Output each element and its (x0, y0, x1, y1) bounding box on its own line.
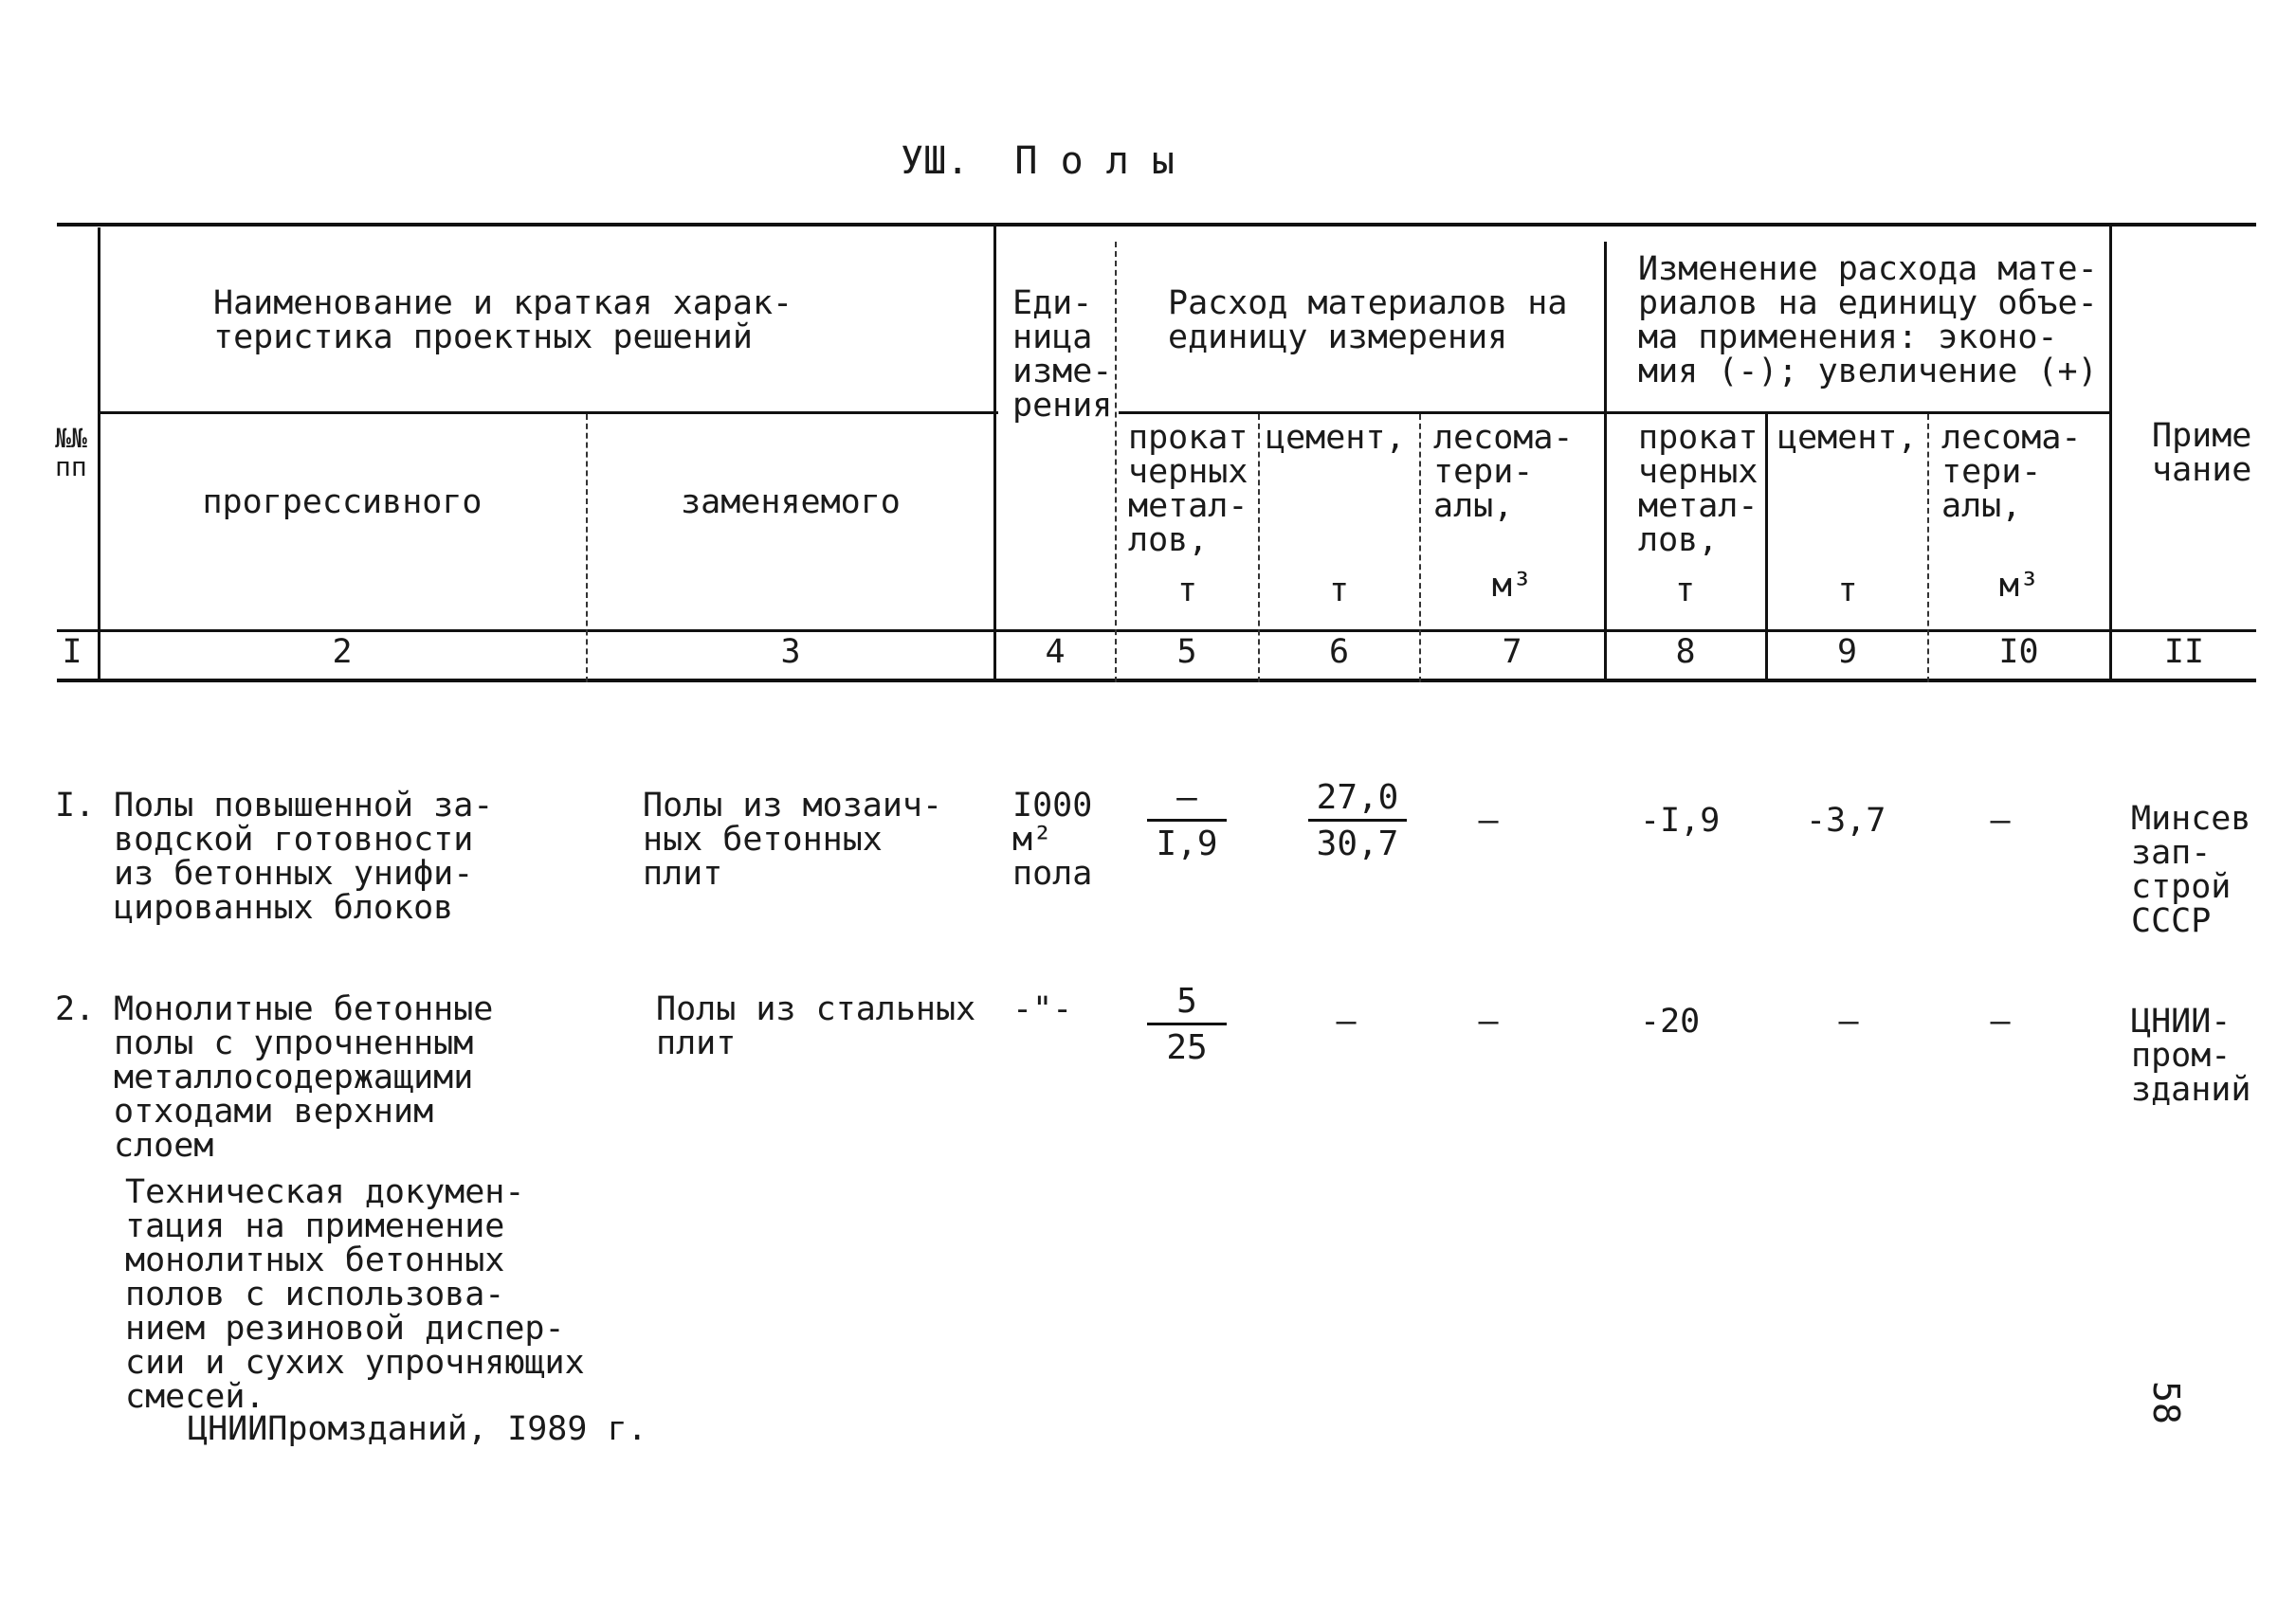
table-row-1-cement-fraction (1308, 777, 1407, 867)
header-change-group: Изменение расхода мате- риалов на единицу объе- ма применения: эконо- мия (-); увеличение (+) (1638, 250, 2098, 390)
table-row-2-timber: – (1478, 1003, 1499, 1041)
unit-label: т (1176, 571, 1198, 609)
table-row-2-number: 2. (55, 990, 96, 1028)
table-top-rule (57, 223, 2256, 227)
fraction-numerator: 5 (1147, 981, 1227, 1025)
table-row-2-cement: – (1336, 1003, 1357, 1041)
fraction-numerator: 27,0 (1308, 777, 1407, 822)
table-row-1-unit: I000 м² пола (1012, 787, 1093, 893)
header-name-group: Наименование и краткая харак- теристика проектных решений (213, 284, 793, 356)
fraction-numerator: – (1147, 777, 1227, 822)
column-number: 8 (1675, 633, 1696, 671)
table-row-2-delta-timber: – (1990, 1003, 2011, 1041)
col-line-10 (2109, 225, 2112, 682)
table-row-2-progressive: Монолитные бетонные полы с упрочненным металлосодержащими отходами верхним слоем (114, 990, 494, 1165)
column-number: 6 (1328, 633, 1350, 671)
column-number: 3 (780, 633, 801, 671)
column-number: 4 (1045, 633, 1066, 671)
table-row-1-note: Минсев зап- строй СССР (2131, 800, 2251, 940)
header-mid-rule-left (98, 411, 998, 414)
fraction-denominator: 25 (1166, 1028, 1208, 1067)
col-line-4 (1115, 242, 1117, 682)
header-timber: лесома- тери- алы, (1433, 419, 1574, 525)
column-number: 9 (1836, 633, 1858, 671)
column-numbers-bottom-rule (57, 679, 2256, 682)
header-consumption-group: Расход материалов на единицу измерения (1168, 284, 1568, 356)
table-row-2-delta-cement: – (1838, 1003, 1859, 1041)
table-row-1-metal-fraction (1147, 777, 1227, 867)
documentation-note: Техническая докумен- тация на применение монолитных бетонных полов с использова- нием резиновой диспер- сии и сухих упрочняющих смесей. (125, 1173, 585, 1416)
table-row-1-delta-metal: -I,9 (1640, 802, 1721, 840)
table-row-1-delta-cement: -3,7 (1806, 802, 1886, 840)
col-line-1 (98, 227, 100, 682)
unit-label: м³ (1998, 567, 2040, 605)
header-cement: цемент, (1266, 419, 1406, 457)
page-number: 58 (2144, 1381, 2187, 1424)
table-row-1-replaced: Полы из мозаич- ных бетонных плит (643, 787, 943, 893)
col-line-3 (993, 225, 996, 682)
table-row-2-metal-fraction (1147, 981, 1227, 1071)
header-progressive: прогрессивного (202, 483, 483, 521)
table-row-2-delta-metal: -20 (1640, 1003, 1701, 1041)
section-title: УШ. П о л ы (901, 139, 1175, 183)
column-number: 5 (1176, 633, 1197, 671)
header-unit: Еди- ница изме- рения (1012, 284, 1113, 425)
unit-label: м³ (1491, 567, 1533, 605)
table-row-2-note: ЦНИИ- пром- зданий (2131, 1003, 2251, 1109)
table-row-1-timber: – (1478, 802, 1499, 840)
fraction-denominator: 30,7 (1316, 825, 1399, 863)
header-delta-cement: цемент, (1777, 419, 1918, 457)
unit-label: т (1674, 571, 1696, 609)
column-numbers-top-rule (57, 629, 2256, 632)
column-number: 7 (1502, 633, 1522, 671)
header-rolled-metal: прокат черных метал- лов, (1128, 419, 1248, 559)
col-line-7 (1604, 242, 1607, 682)
column-number: I0 (1998, 633, 2039, 671)
fraction-denominator: I,9 (1156, 825, 1218, 863)
header-note: Приме чание (2152, 417, 2252, 489)
table-row-2-replaced: Полы из стальных плит (656, 990, 976, 1062)
header-mid-rule-right (1119, 411, 2109, 414)
column-number: I (62, 633, 82, 671)
header-replaced: заменяемого (681, 483, 901, 521)
header-row-number: №№ пп (55, 423, 87, 482)
table-row-1-progressive: Полы повышенной за- водской готовности из бетонных унифи- цированных блоков (114, 787, 494, 927)
table-row-2-unit: -"- (1012, 990, 1073, 1028)
header-delta-timber: лесома- тери- алы, (1941, 419, 2082, 525)
column-number: II (2163, 633, 2205, 671)
header-delta-rolled-metal: прокат черных метал- лов, (1638, 419, 1758, 559)
unit-label: т (1837, 571, 1858, 609)
table-row-1-number: I. (55, 787, 96, 825)
unit-label: т (1328, 571, 1350, 609)
documentation-source: ЦНИИПромзданий, I989 г. (188, 1410, 647, 1448)
column-number: 2 (332, 633, 353, 671)
table-row-1-delta-timber: – (1990, 802, 2011, 840)
